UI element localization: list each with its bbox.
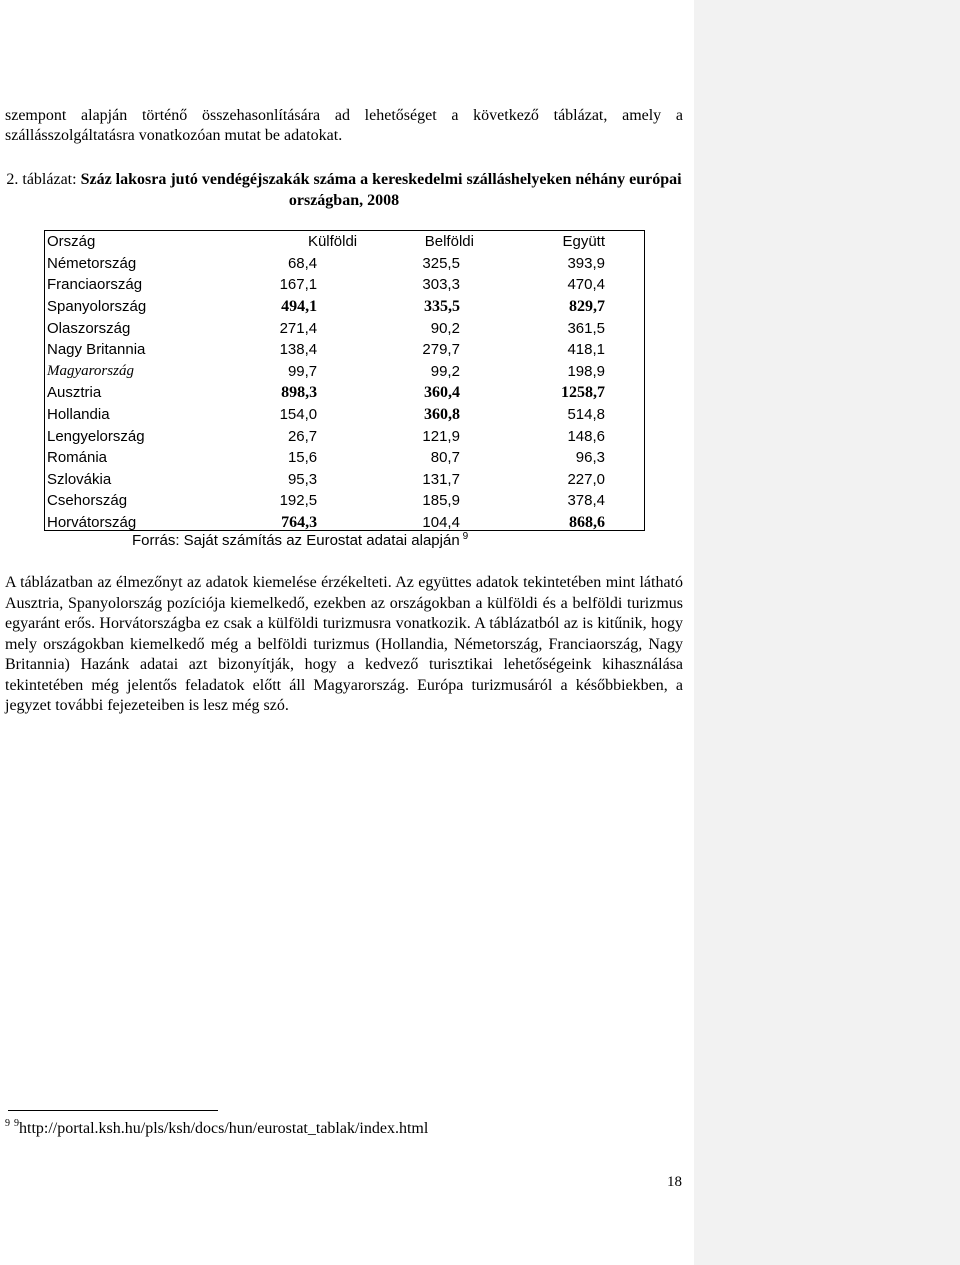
cell-domestic: 104,4 (422, 514, 460, 532)
source-text: Forrás: Saját számítás az Eurostat adatai alapján (132, 532, 460, 549)
cell-total: 148,6 (567, 427, 605, 445)
cell-domestic: 80,7 (430, 449, 460, 467)
cell-country: Lengyelország (47, 427, 145, 445)
cell-foreign: 192,5 (279, 492, 318, 510)
table-caption-separator: : (72, 171, 81, 188)
header-foreign: Külföldi (307, 233, 358, 251)
cell-total: 868,6 (569, 514, 605, 532)
cell-domestic: 121,9 (422, 427, 460, 445)
cell-country: Románia (47, 449, 108, 467)
table-row (44, 490, 645, 512)
cell-country: Ausztria (47, 384, 102, 402)
page-number: 18 (667, 1174, 682, 1190)
table-source (132, 531, 468, 553)
cell-foreign: 271,4 (279, 319, 318, 337)
table-row (44, 274, 645, 296)
table-row (44, 447, 645, 469)
table-caption (5, 169, 683, 211)
table-row (44, 296, 645, 318)
cell-foreign: 95,3 (287, 470, 318, 488)
body-paragraph: A táblázatban az élmezőnyt az adatok kiemelése érzékelteti. Az együttes adatok tekintetében mint látható Ausztria, Spanyolország pozíciója kiemelkedő, ezekben az országokban a külföldi és a belföldi turizmus egyaránt erős. Horvátországba ez csak a külföldi turizmusra vonatkozik. A táblázatból az is kitűnik, hogy mely országokban kiemelkedő még a belföldi turizmus (Hollandia, Németország, Franciaország, Nagy Britannia) Hazánk adatai azt bizonyítják, hogy a kedvező turisztikai lehetőségeink kihasználása tekintetében még jelentős feladatok előtt áll Magyarország. Európa turizmusáról a későbbiekben, a jegyzet további fejezeteiben is lesz még szó. (5, 574, 683, 714)
table-row (44, 253, 645, 275)
cell-foreign: 15,6 (287, 449, 318, 467)
cell-domestic: 360,8 (423, 406, 460, 424)
right-margin-panel (694, 0, 960, 1265)
header-domestic: Belföldi (424, 233, 474, 251)
cell-total: 393,9 (567, 254, 605, 272)
cell-foreign: 898,3 (281, 384, 318, 402)
cell-domestic: 99,2 (430, 362, 460, 380)
table-row (44, 317, 645, 339)
cell-foreign: 154,0 (279, 406, 318, 424)
cell-total: 361,5 (567, 319, 605, 337)
table-row (44, 361, 645, 383)
cell-country: Csehország (47, 492, 128, 510)
table-row (44, 404, 645, 426)
cell-country: Olaszország (47, 319, 131, 337)
cell-foreign: 167,1 (279, 276, 318, 294)
cell-domestic: 303,3 (422, 276, 460, 294)
footnote-separator (8, 1110, 218, 1111)
header-country: Ország (47, 233, 96, 251)
cell-total: 829,7 (569, 298, 605, 316)
cell-country: Nagy Britannia (47, 341, 146, 359)
table-row (44, 425, 645, 447)
cell-foreign: 764,3 (281, 514, 318, 532)
data-table (44, 230, 645, 533)
cell-total: 470,4 (567, 276, 605, 294)
cell-foreign: 138,4 (279, 341, 318, 359)
table-caption-title: Száz lakosra jutó vendégéjszakák száma a kereskedelmi szálláshelyeken néhány európai országban, 2008 (80, 171, 682, 209)
cell-domestic: 185,9 (422, 492, 460, 510)
cell-domestic: 335,5 (423, 298, 460, 316)
cell-total: 227,0 (567, 470, 605, 488)
cell-domestic: 325,5 (422, 254, 460, 272)
intro-paragraph: szempont alapján történő összehasonlítására ad lehetőséget a következő táblázat, amely a szállásszolgáltatásra vonatkozóan mutat be adatokat. (5, 107, 683, 144)
cell-country: Németország (47, 254, 137, 272)
footnote-mark-1: 9 (5, 1118, 10, 1129)
cell-country: Szlovákia (47, 470, 112, 488)
footnote-url: http://portal.ksh.hu/pls/ksh/docs/hun/eurostat_tablak/index.html (19, 1120, 429, 1137)
cell-total: 378,4 (567, 492, 605, 510)
cell-country: Magyarország (47, 362, 134, 379)
cell-domestic: 360,4 (423, 384, 460, 402)
table-row (44, 469, 645, 491)
cell-country: Franciaország (47, 276, 143, 294)
cell-total: 418,1 (567, 341, 605, 359)
table-caption-number: 2. táblázat (6, 171, 73, 188)
cell-foreign: 99,7 (287, 362, 318, 380)
cell-total: 198,9 (567, 362, 605, 380)
table-row (44, 382, 645, 404)
cell-foreign: 494,1 (281, 298, 318, 316)
cell-country: Spanyolország (47, 298, 147, 316)
cell-foreign: 26,7 (287, 427, 318, 445)
cell-domestic: 131,7 (422, 470, 460, 488)
cell-total: 1258,7 (561, 384, 605, 402)
cell-domestic: 90,2 (430, 319, 460, 337)
footnote-mark-2: 9 (14, 1118, 19, 1129)
cell-total: 514,8 (567, 406, 605, 424)
table-row (44, 339, 645, 361)
table-header-row (44, 230, 645, 253)
cell-country: Hollandia (47, 406, 110, 424)
cell-country: Horvátország (47, 514, 137, 532)
cell-foreign: 68,4 (287, 254, 318, 272)
header-total: Együtt (562, 233, 605, 251)
source-footnote-ref: 9 (462, 531, 469, 542)
cell-domestic: 279,7 (422, 341, 460, 359)
cell-total: 96,3 (575, 449, 605, 467)
footnote (5, 1118, 428, 1142)
